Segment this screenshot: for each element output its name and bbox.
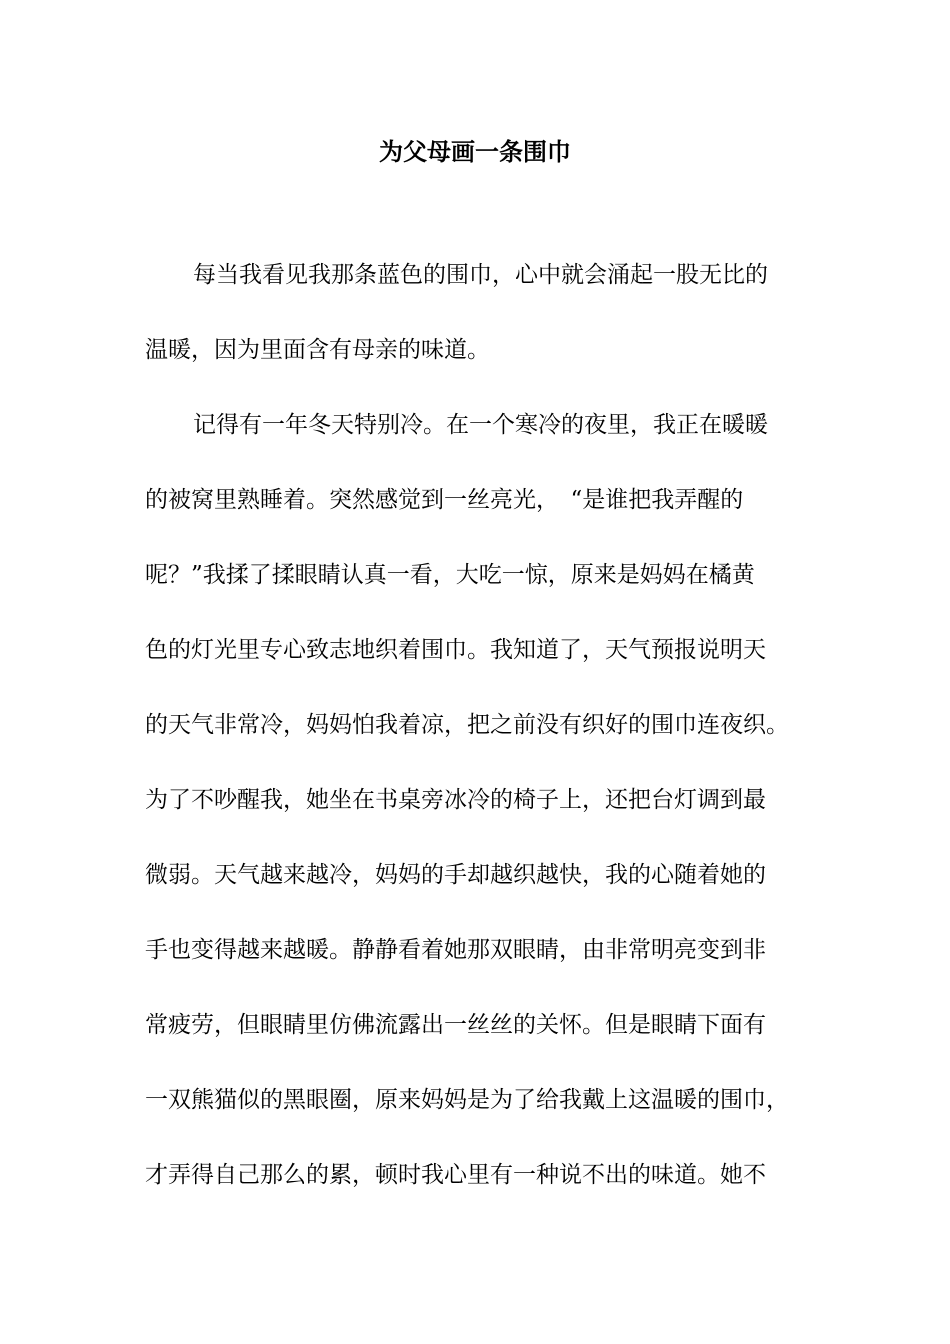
paragraph-1-line-1: 每当我看见我那条蓝色的围巾，心中就会涌起一股无比的 bbox=[193, 262, 768, 288]
paragraph-2-line-10: 一双熊猫似的黑眼圈，原来妈妈是为了给我戴上这温暖的围巾， bbox=[145, 1087, 789, 1113]
paragraph-2-line-3: 呢？”我揉了揉眼睛认真一看，大吃一惊，原来是妈妈在橘黄 bbox=[145, 562, 755, 588]
paragraph-2-line-4: 色的灯光里专心致志地织着围巾。我知道了，天气预报说明天 bbox=[145, 637, 766, 663]
document-title: 为父母画一条围巾 bbox=[379, 138, 571, 166]
paragraph-2-line-5: 的天气非常冷，妈妈怕我着凉，把之前没有织好的围巾连夜织。 bbox=[145, 712, 789, 738]
paragraph-2-line-9: 常疲劳，但眼睛里仿佛流露出一丝丝的关怀。但是眼睛下面有 bbox=[145, 1012, 766, 1038]
paragraph-2-line-2: 的被窝里熟睡着。突然感觉到一丝亮光， “是谁把我弄醒的 bbox=[145, 487, 744, 513]
paragraph-2-line-1: 记得有一年冬天特别冷。在一个寒冷的夜里，我正在暖暖 bbox=[193, 412, 768, 438]
paragraph-2-line-6: 为了不吵醒我，她坐在书桌旁冰冷的椅子上，还把台灯调到最 bbox=[145, 787, 766, 813]
paragraph-2-line-8: 手也变得越来越暖。静静看着她那双眼睛，由非常明亮变到非 bbox=[145, 937, 766, 963]
paragraph-2-line-7: 微弱。天气越来越冷，妈妈的手却越织越快，我的心随着她的 bbox=[145, 862, 766, 888]
paragraph-2-line-11: 才弄得自己那么的累，顿时我心里有一种说不出的味道。她不 bbox=[145, 1162, 766, 1188]
paragraph-1-line-2: 温暖，因为里面含有母亲的味道。 bbox=[145, 337, 490, 363]
